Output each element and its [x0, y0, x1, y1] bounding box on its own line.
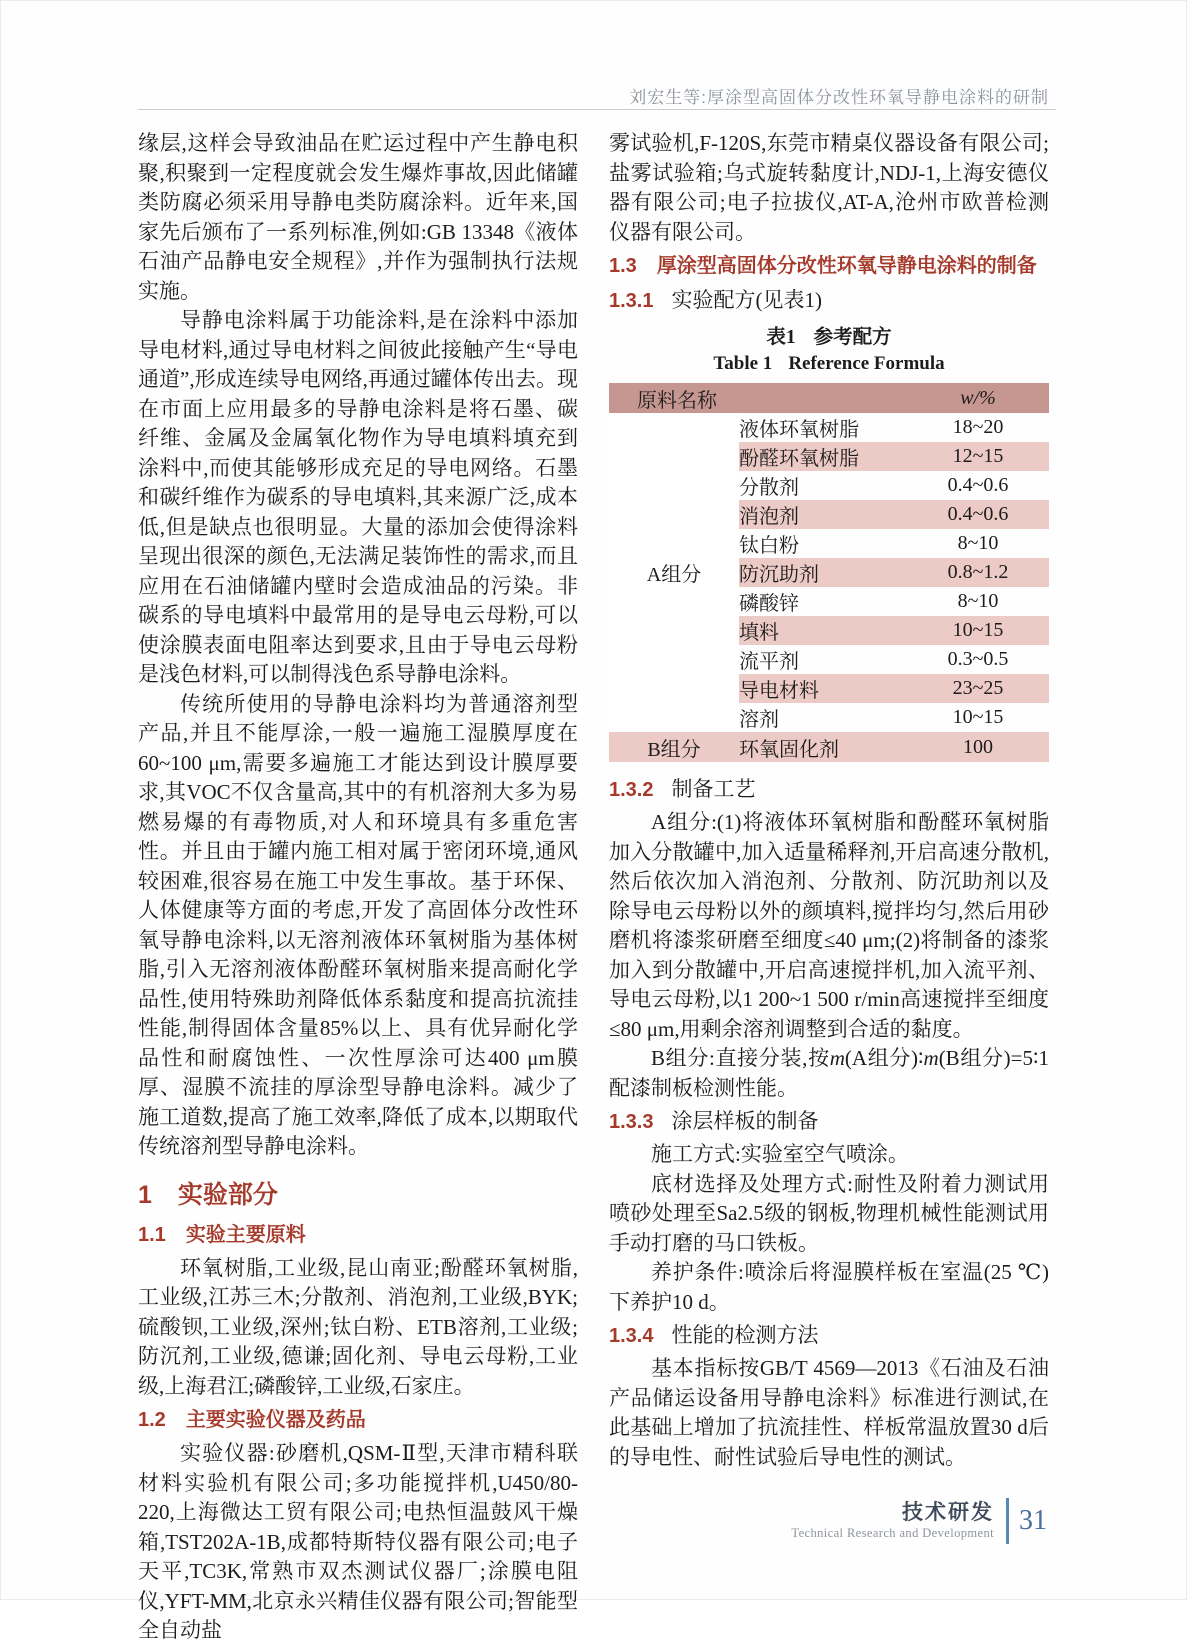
table-cell-value: 100: [907, 732, 1049, 762]
table-cell-material: 溶剂: [739, 709, 779, 731]
table-caption-zh: [609, 324, 1049, 351]
section-1-2-heading: [138, 1405, 578, 1435]
table-cell-value: 0.4~0.6: [907, 500, 1049, 529]
footer-section-label: [791, 1501, 994, 1541]
paragraph-intro-continued: 缘层,这样会导致油品在贮运过程中产生静电积聚,积聚到一定程度就会发生爆炸事故,因此储罐类防腐必须采用导静电类防腐涂料。近年来,国家先后颁布了一系列标准,例如:GB 13348《液体石油产品静电安全规程》,并作为强制执行法规实施。: [138, 131, 578, 303]
running-head: 刘宏生等:厚涂型高固体分改性环氧导静电涂料的研制: [629, 88, 1049, 107]
table-cell-material: 环氧固化剂: [739, 732, 907, 762]
table-caption-zh-title: 参考配方: [813, 327, 892, 348]
section-number: 1: [138, 1180, 152, 1209]
table-caption-zh-label: 表1: [766, 327, 796, 348]
section-1-3-3-heading: [609, 1106, 1049, 1137]
paragraph-conductive-coating: 导静电涂料属于功能涂料,是在涂料中添加导电材料,通过导电材料之间彼此接触产生“导电通道”,形成连续导电网络,再通过罐体传出去。现在市面上应用最多的导静电涂料是将石墨、碳纤维、金属及金属氧化物作为导电填料填充到涂料中,而使其能够形成充足的导电网络。石墨和碳纤维作为碳系的导电填料,其来源广泛,成本低,但是缺点也很明显。大量的添加会使得涂料呈现出很深的颜色,无法满足装饰性的需求,而且应用在石油储罐内壁时会造成油品的污染。非碳系的导电填料中最常用的是导电云母粉,可以使涂膜表面电阻率达到要求,且由于导电云母粉是浅色材料,可以制得浅色系导静电涂料。: [138, 308, 578, 686]
table-group-a-label: A组分: [609, 413, 739, 732]
table-header-row: [609, 383, 1049, 413]
footer-divider-bar: [1006, 1498, 1009, 1544]
table-cell-value: 0.4~0.6: [947, 474, 1009, 496]
table-cell-value: 10~15: [907, 616, 1049, 645]
section-number: 1.2: [138, 1409, 166, 1431]
section-1-heading: [138, 1178, 578, 1212]
left-column: [138, 129, 578, 1646]
section-number: 1.3.1: [609, 290, 654, 312]
paragraph-raw-materials: 环氧树脂,工业级,昆山南亚;酚醛环氧树脂,工业级,江苏三木;分散剂、消泡剂,工业级,BYK;硫酸钡,工业级,深州;钛白粉、ETB溶剂,工业级;防沉剂,工业级,德谦;固化剂、导电云母粉,工业级,上海君江;磷酸锌,工业级,石家庄。: [138, 1255, 578, 1398]
text-segment: (B组分)=5∶1配漆制板检测性能。: [609, 1046, 1049, 1100]
table-cell-material: 消泡剂: [739, 500, 907, 529]
table-cell-material: 液体环氧树脂: [739, 419, 859, 441]
table-cell-value: 12~15: [907, 442, 1049, 471]
section-number: 1.3: [609, 255, 637, 277]
footer-label-en: Technical Research and Development: [791, 1526, 994, 1540]
paragraph-component-a-process: A组分:(1)将液体环氧树脂和酚醛环氧树脂加入分散罐中,加入适量稀释剂,开启高速分散机,然后依次加入消泡剂、分散剂、防沉助剂以及除导电云母粉以外的颜填料,搅拌均匀,然后用砂磨机将漆浆研磨至细度≤40 μm;(2)将制备的漆浆加入到分散罐中,开启高速搅拌机,加入流平剂、导电云母粉,以1 200~1 500 r/min高速搅拌至细度≤80 μm,用剩余溶剂调整到合适的黏度。: [609, 810, 1049, 1041]
section-title: 实验部分: [177, 1180, 278, 1209]
table-cell-material: 填料: [739, 616, 907, 645]
section-1-3-heading: [609, 251, 1049, 281]
section-number: 1.3.4: [609, 1325, 654, 1347]
table-caption-en-label: Table 1: [713, 353, 773, 374]
footer-label-zh: 技术研发: [902, 1501, 994, 1524]
table-cell-material: 防沉助剂: [739, 558, 907, 587]
header-divider: [138, 109, 1056, 110]
section-title: 涂层样板的制备: [671, 1109, 819, 1133]
table-cell-value: 8~10: [957, 532, 999, 554]
paragraph-instruments: 实验仪器:砂磨机,QSM-Ⅱ型,天津市精科联材料实验机有限公司;多功能搅拌机,U450/80-220,上海微达工贸有限公司;电热恒温鼓风干燥箱,TST202A-1B,成都特斯特仪器有限公司;电子天平,TC3K,常熟市双杰测试仪器厂;涂膜电阻仪,YFT-MM,北京永兴精佳仪器有限公司;智能型全自动盐: [138, 1441, 578, 1642]
table-cell-material: 钛白粉: [739, 535, 799, 557]
section-title: 实验配方(见表1): [671, 288, 822, 312]
section-1-3-1-heading: [609, 285, 1049, 316]
table-cell-value: 23~25: [907, 674, 1049, 703]
table-caption-en: [609, 351, 1049, 377]
page-number: 31: [1019, 1505, 1047, 1536]
paragraph-instruments-continued: 雾试验机,F-120S,东莞市精桌仪器设备有限公司;盐雾试验箱;乌式旋转黏度计,NDJ-1,上海安德仪器有限公司;电子拉拔仪,AT-A,沧州市欧普检测仪器有限公司。: [609, 131, 1049, 244]
table-cell-material: 流平剂: [739, 651, 799, 673]
text-segment: B组分:直接分装,按: [651, 1046, 830, 1070]
table-row: [609, 413, 1049, 442]
paragraph-traditional-coating: 传统所使用的导静电涂料均为普通溶剂型产品,并且不能厚涂,一般一遍施工湿膜厚度在60~100 μm,需要多遍施工才能达到设计膜厚要求,其VOC不仅含量高,其中的有机溶剂大多为易燃易爆的有毒物质,对人和环境具有多重危害性。并且由于罐内施工相对属于密闭环境,通风较困难,很容易在施工中发生事故。基于环保、人体健康等方面的考虑,开发了高固体分改性环氧导静电涂料,以无溶剂液体环氧树脂为基体树脂,引入无溶剂液体酚醛环氧树脂来提高耐化学品性,使用特殊助剂降低体系黏度和提高抗流挂性能,制得固体含量85%以上、具有优异耐化学品性和耐腐蚀性、一次性厚涂可达400 μm膜厚、湿膜不流挂的厚涂型导静电涂料。减少了施工道数,提高了施工效率,降低了成本,以期取代传统溶剂型导静电涂料。: [138, 691, 578, 1158]
section-title: 实验主要原料: [185, 1223, 306, 1246]
table-caption-en-title: Reference Formula: [788, 353, 945, 374]
table-cell-material: 酚醛环氧树脂: [739, 442, 907, 471]
section-title: 主要实验仪器及药品: [185, 1409, 366, 1431]
section-title: 制备工艺: [671, 777, 756, 801]
table-group-b-label: B组分: [609, 732, 739, 762]
table-cell-material: 导电材料: [739, 674, 907, 703]
section-title: 厚涂型高固体分改性环氧导静电涂料的制备: [656, 255, 1037, 277]
table-cell-material: 磷酸锌: [739, 593, 799, 615]
table-cell-value: 0.8~1.2: [907, 558, 1049, 587]
table-cell-value: 8~10: [957, 590, 999, 612]
section-number: 1.3.2: [609, 779, 654, 801]
section-1-1-heading: [138, 1220, 578, 1250]
page-footer: [791, 1498, 1047, 1544]
paragraph-component-b-process: [609, 1044, 1049, 1103]
italic-m: m: [923, 1046, 939, 1070]
section-1-3-2-heading: [609, 774, 1049, 805]
table-row-component-b: [609, 732, 1049, 762]
table-cell-value: 10~15: [952, 706, 1004, 728]
table-cell-value: 18~20: [952, 416, 1004, 438]
right-column: [609, 129, 1049, 1472]
section-number: 1.1: [138, 1223, 166, 1246]
paragraph-application-method: 施工方式:实验室空气喷涂。: [651, 1142, 909, 1166]
paragraph-testing-methods: 基本指标按GB/T 4569—2013《石油及石油产品储运设备用导静电涂料》标准进行测试,在此基础上增加了抗流挂性、样板常温放置30 d后的导电性、耐性试验后导电性的测试。: [609, 1356, 1049, 1469]
paragraph-curing-conditions: 养护条件:喷涂后将湿膜样板在室温(25 ℃)下养护10 d。: [609, 1260, 1049, 1314]
section-number: 1.3.3: [609, 1111, 654, 1133]
table-col-header-material: 原料名称: [609, 383, 907, 413]
table-col-header-weight-percent: w/%: [907, 383, 1049, 413]
table-cell-value: 0.3~0.5: [947, 648, 1009, 670]
reference-formula-table: [609, 383, 1049, 762]
text-segment: (A组分)∶: [844, 1046, 924, 1070]
table-cell-material: 分散剂: [739, 477, 799, 499]
italic-m: m: [829, 1046, 845, 1070]
paragraph-substrate: 底材选择及处理方式:耐性及附着力测试用喷砂处理至Sa2.5级的钢板,物理机械性能测试用手动打磨的马口铁板。: [609, 1171, 1049, 1255]
section-title: 性能的检测方法: [671, 1323, 819, 1347]
section-1-3-4-heading: [609, 1320, 1049, 1351]
